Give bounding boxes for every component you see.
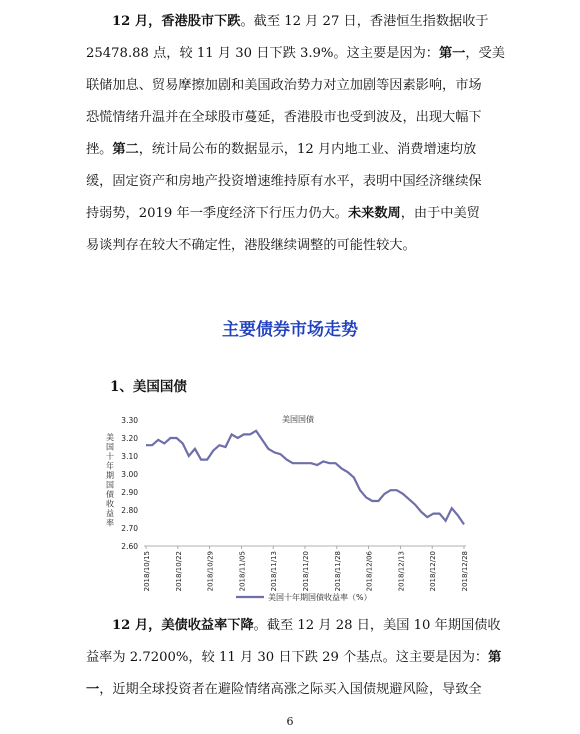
x-tick-label: 2018/10/29 (206, 551, 215, 592)
line-text: 持弱势，2019 年一季度经济下行压力仍大。 (86, 206, 348, 221)
line-text: 益率为 2.7200%，较 11 月 30 日下跌 29 个基点。这主要是因为： (86, 650, 489, 665)
y-label-char: 国 (106, 442, 114, 452)
y-label-char: 债 (106, 490, 114, 499)
line-text: ，近期全球投资者在避险情绪高涨之际买入国债规避风险，导致全 (99, 682, 482, 697)
paragraph-hk-stocks (86, 6, 505, 262)
paragraph-us-bonds (86, 610, 502, 706)
page-number: 6 (286, 715, 294, 728)
bold-term: 第一 (438, 46, 466, 61)
y-tick-label: 3.00 (121, 470, 138, 479)
x-tick-label: 2018/11/05 (238, 551, 247, 592)
text-line (86, 70, 498, 102)
text-line (86, 134, 498, 166)
line-text: 易谈判存在较大不确定性，港股继续调整的可能性较大。 (86, 238, 416, 253)
line-text: ，由于中美贸 (400, 206, 480, 221)
x-tick-label: 2018/12/06 (365, 551, 374, 592)
y-tick-label: 3.10 (121, 452, 138, 461)
text-line (86, 198, 498, 230)
line-text: 缓，固定资产和房地产投资增速维持原有水平，表明中国经济继续保 (86, 174, 482, 189)
text-line (86, 610, 501, 642)
y-label-char: 国 (106, 480, 114, 490)
y-label-char: 年 (106, 461, 114, 471)
y-label-char: 十 (106, 452, 114, 461)
x-tick-label: 2018/11/13 (270, 551, 279, 592)
x-tick-label: 2018/11/28 (333, 551, 342, 592)
x-tick-label: 2018/12/20 (429, 551, 438, 592)
bold-term: 未来数周 (347, 206, 401, 221)
y-label-char: 美 (106, 433, 114, 442)
x-tick-label: 2018/11/20 (302, 551, 310, 592)
y-tick-label: 2.70 (121, 524, 138, 533)
y-axis-label (106, 432, 114, 528)
text-line (86, 674, 498, 706)
line-text: ，统计局公布的数据显示，12 月内地工业、消费增速均放 (138, 142, 477, 157)
line-text: 。截至 12 月 28 日，美国 10 年期国债收 (253, 618, 501, 633)
y-label-char: 益 (106, 509, 114, 518)
y-tick-label: 2.90 (121, 488, 138, 497)
line-text: ，受美 (465, 46, 505, 61)
line-text: 恐慌情绪升温并在全球股市蔓延，香港股市也受到波及，出现大幅下 (86, 110, 482, 125)
text-line (86, 38, 505, 70)
y-tick-label: 3.20 (121, 434, 138, 443)
text-line (86, 6, 498, 38)
us-treasury-chart (88, 408, 488, 608)
text-line (86, 102, 498, 134)
y-tick-label: 3.30 (121, 416, 138, 425)
section-title: 主要债券市场走势 (222, 320, 358, 340)
y-label-char: 期 (106, 471, 114, 480)
line-text: 。截至 12 月 27 日，香港恒生指数据收于 (240, 14, 489, 29)
bold-lead: 12 月，香港股市下跌 (112, 14, 241, 29)
y-label-char: 收 (106, 499, 114, 509)
bold-lead: 12 月，美债收益率下降 (112, 618, 254, 633)
series-line (146, 431, 464, 525)
bold-term: 一 (86, 682, 100, 697)
x-tick-label: 2018/10/22 (174, 551, 183, 592)
line-text: 挫。 (86, 142, 113, 157)
y-tick-label: 2.60 (121, 542, 138, 551)
text-line (86, 166, 498, 198)
x-tick-label: 2018/12/28 (461, 551, 469, 592)
sub-title: 1、美国国债 (110, 379, 187, 395)
text-line (86, 642, 502, 674)
bold-term: 第二 (112, 142, 139, 157)
x-tick-label: 2018/12/13 (397, 551, 406, 592)
legend-label: 美国十年期国债收益率（%） (268, 593, 372, 602)
bold-term: 第 (488, 650, 502, 665)
text-line (86, 230, 498, 262)
y-label-char: 率 (106, 518, 114, 528)
line-text: 联储加息、贸易摩擦加剧和美国政治势力对立加剧等因素影响，市场 (86, 78, 482, 93)
line-text: 25478.88 点，较 11 月 30 日下跌 3.9%。这主要是因为： (86, 46, 439, 61)
x-tick-label: 2018/10/15 (143, 551, 151, 592)
y-tick-label: 2.80 (121, 506, 138, 515)
chart-title: 美国国债 (282, 415, 314, 424)
